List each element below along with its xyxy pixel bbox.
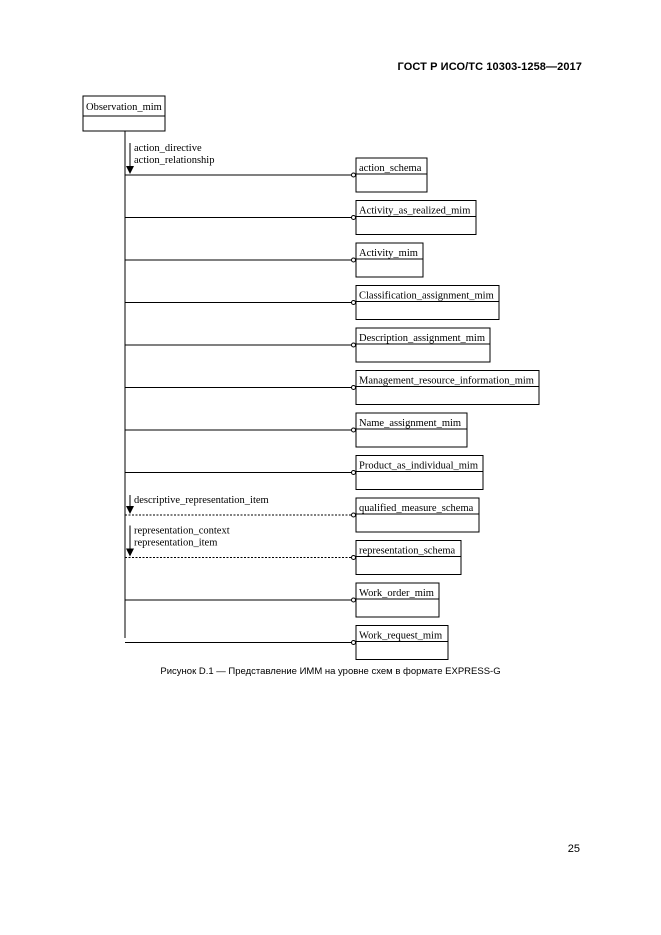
schema-action-schema (125, 143, 427, 192)
relationship-circle (352, 556, 356, 560)
schema-label: Classification_assignment_mim (359, 290, 494, 302)
schema-label: Product_as_individual_mim (359, 460, 478, 472)
source-entity-box (83, 96, 165, 131)
relationship-circle (352, 471, 356, 475)
schema-label: Management_resource_information_mim (359, 375, 534, 387)
relationship-circle (352, 641, 356, 645)
relationship-circle (352, 301, 356, 305)
schema-classification-assignment-mim (125, 286, 499, 320)
schema-label: representation_schema (359, 545, 456, 557)
schema-label: Description_assignment_mim (359, 333, 485, 344)
relationship-circle (352, 513, 356, 517)
relationship-label: representation_context (134, 525, 230, 537)
schema-activity-as-realized-mim (125, 201, 476, 235)
schema-management-resource-information-mim (125, 371, 539, 405)
schema-name-assignment-mim (125, 413, 467, 447)
relationship-circle (352, 216, 356, 220)
document-header: ГОСТ Р ИСО/ТС 10303-1258—2017 (397, 61, 582, 73)
schema-label: Work_request_mim (359, 630, 443, 642)
figure-caption: Рисунок D.1 — Представление ИММ на уровне схем в формате EXPRESS-G (160, 666, 501, 677)
label-arrow-head (126, 166, 134, 174)
relationship-label: action_relationship (134, 155, 215, 166)
schema-description-assignment-mim (125, 328, 490, 362)
relationship-circle (352, 173, 356, 177)
relationship-circle (352, 386, 356, 390)
schema-product-as-individual-mim (125, 456, 483, 490)
schema-label: action_schema (359, 163, 422, 174)
schema-label: Name_assignment_mim (359, 418, 462, 429)
relationship-label: descriptive_representation_item (134, 495, 269, 506)
relationship-label: representation_item (134, 537, 218, 549)
schema-label: Activity_as_realized_mim (359, 205, 471, 217)
label-arrow-head (126, 506, 134, 514)
schema-representation-schema (125, 526, 461, 575)
schema-label: qualified_measure_schema (359, 503, 474, 514)
relationship-circle (352, 598, 356, 602)
schema-activity-mim (125, 243, 423, 277)
schema-work-order-mim (125, 583, 439, 617)
relationship-circle (352, 428, 356, 432)
relationship-circle (352, 343, 356, 347)
source-entity-label: Observation_mim (86, 102, 162, 113)
schema-work-request-mim (125, 626, 448, 660)
label-arrow-head (126, 549, 134, 557)
schema-label: Activity_mim (359, 248, 418, 259)
relationship-label: action_directive (134, 143, 202, 154)
page-number: 25 (567, 843, 580, 855)
relationship-circle (352, 258, 356, 262)
schema-label: Work_order_mim (359, 588, 434, 599)
